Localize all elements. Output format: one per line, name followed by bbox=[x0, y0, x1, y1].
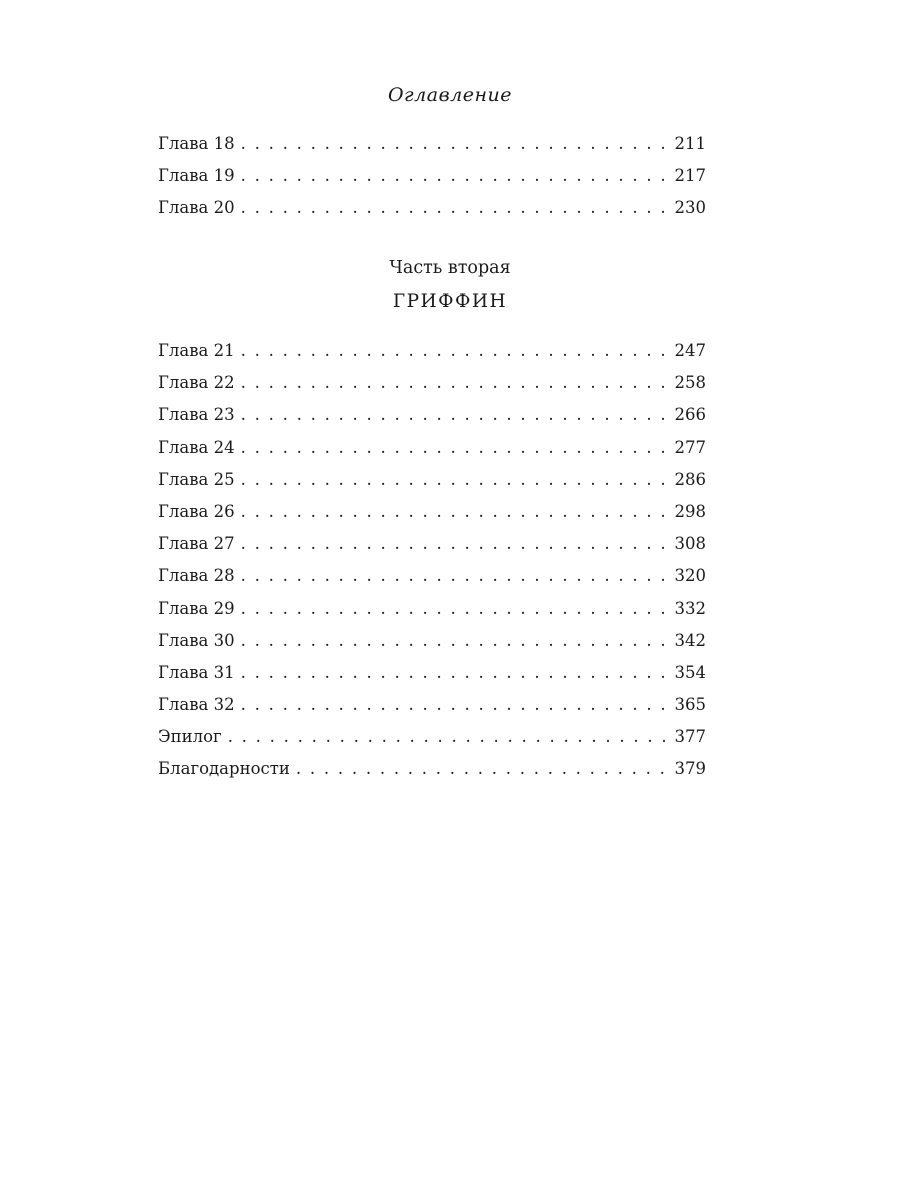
toc-entry bbox=[158, 689, 706, 721]
toc-entry-page: 286 bbox=[674, 469, 706, 489]
part-title: Часть вторая bbox=[389, 258, 511, 278]
toc-entry-label: Глава 28 bbox=[158, 566, 235, 586]
toc-entry bbox=[158, 593, 706, 625]
toc-entry-label: Глава 31 bbox=[158, 662, 235, 682]
toc-entry-page: 354 bbox=[674, 662, 706, 682]
toc-entry-label: Глава 23 bbox=[158, 405, 235, 425]
dot-leader bbox=[241, 464, 669, 496]
dot-leader bbox=[241, 160, 669, 192]
dot-leader bbox=[241, 625, 669, 657]
part-name: ГРИФФИН bbox=[392, 291, 508, 312]
toc-entry-page: 379 bbox=[674, 759, 706, 779]
toc-entry-page: 217 bbox=[674, 166, 706, 186]
toc-entry-label: Глава 19 bbox=[158, 166, 235, 186]
toc-entry-page: 258 bbox=[674, 373, 706, 393]
toc-entry bbox=[158, 432, 706, 464]
toc-entry-label: Глава 30 bbox=[158, 630, 235, 650]
dot-leader bbox=[241, 335, 669, 367]
dot-leader bbox=[241, 689, 669, 721]
toc-entry-label: Глава 24 bbox=[158, 437, 235, 457]
dot-leader bbox=[241, 593, 669, 625]
toc-entry-label: Глава 27 bbox=[158, 534, 235, 554]
toc-entry-page: 365 bbox=[674, 695, 706, 715]
dot-leader bbox=[241, 192, 669, 224]
toc-entry bbox=[158, 657, 706, 689]
toc-entry bbox=[158, 721, 706, 753]
toc-entry-page: 277 bbox=[674, 437, 706, 457]
toc-entry-label: Эпилог bbox=[158, 727, 222, 747]
toc-entry-page: 332 bbox=[674, 598, 706, 618]
toc-entry-page: 247 bbox=[674, 341, 706, 360]
toc-entry-label: Глава 25 bbox=[158, 469, 235, 489]
toc-entry bbox=[158, 128, 706, 160]
toc-entry bbox=[158, 192, 706, 224]
toc-entry-label: Глава 20 bbox=[158, 198, 235, 218]
dot-leader bbox=[241, 528, 669, 560]
toc-list-part2 bbox=[158, 335, 706, 786]
toc-entry bbox=[158, 160, 706, 192]
toc-entry-page: 230 bbox=[674, 198, 706, 218]
dot-leader bbox=[241, 432, 669, 464]
toc-entry-label: Глава 32 bbox=[158, 695, 235, 715]
toc-list-part1 bbox=[158, 128, 706, 225]
toc-entry-page: 298 bbox=[674, 501, 706, 521]
toc-entry-label: Глава 26 bbox=[158, 501, 235, 521]
toc-entry bbox=[158, 367, 706, 399]
toc-entry bbox=[158, 496, 706, 528]
toc-entry-label: Благодарности bbox=[158, 759, 290, 779]
toc-entry bbox=[158, 625, 706, 657]
dot-leader bbox=[241, 657, 669, 689]
toc-entry-page: 377 bbox=[674, 727, 706, 747]
toc-entry-page: 308 bbox=[674, 534, 706, 554]
toc-entry-page: 266 bbox=[674, 405, 706, 425]
toc-entry bbox=[158, 464, 706, 496]
toc-entry-page: 320 bbox=[674, 566, 706, 586]
toc-entry bbox=[158, 753, 706, 785]
toc-entry-page: 211 bbox=[674, 134, 706, 153]
running-head: Оглавление bbox=[387, 84, 512, 106]
toc-entry bbox=[158, 335, 706, 367]
toc-entry-page: 342 bbox=[674, 630, 706, 650]
dot-leader bbox=[241, 128, 669, 160]
toc-entry bbox=[158, 399, 706, 431]
dot-leader bbox=[241, 399, 669, 431]
dot-leader bbox=[296, 753, 669, 785]
dot-leader bbox=[241, 367, 669, 399]
toc-entry bbox=[158, 560, 706, 592]
dot-leader bbox=[241, 560, 669, 592]
toc-entry-label: Глава 21 bbox=[158, 341, 235, 360]
toc-entry-label: Глава 22 bbox=[158, 373, 235, 393]
dot-leader bbox=[241, 496, 669, 528]
toc-entry-label: Глава 29 bbox=[158, 598, 235, 618]
toc-entry-label: Глава 18 bbox=[158, 134, 235, 153]
dot-leader bbox=[228, 721, 669, 753]
toc-entry bbox=[158, 528, 706, 560]
